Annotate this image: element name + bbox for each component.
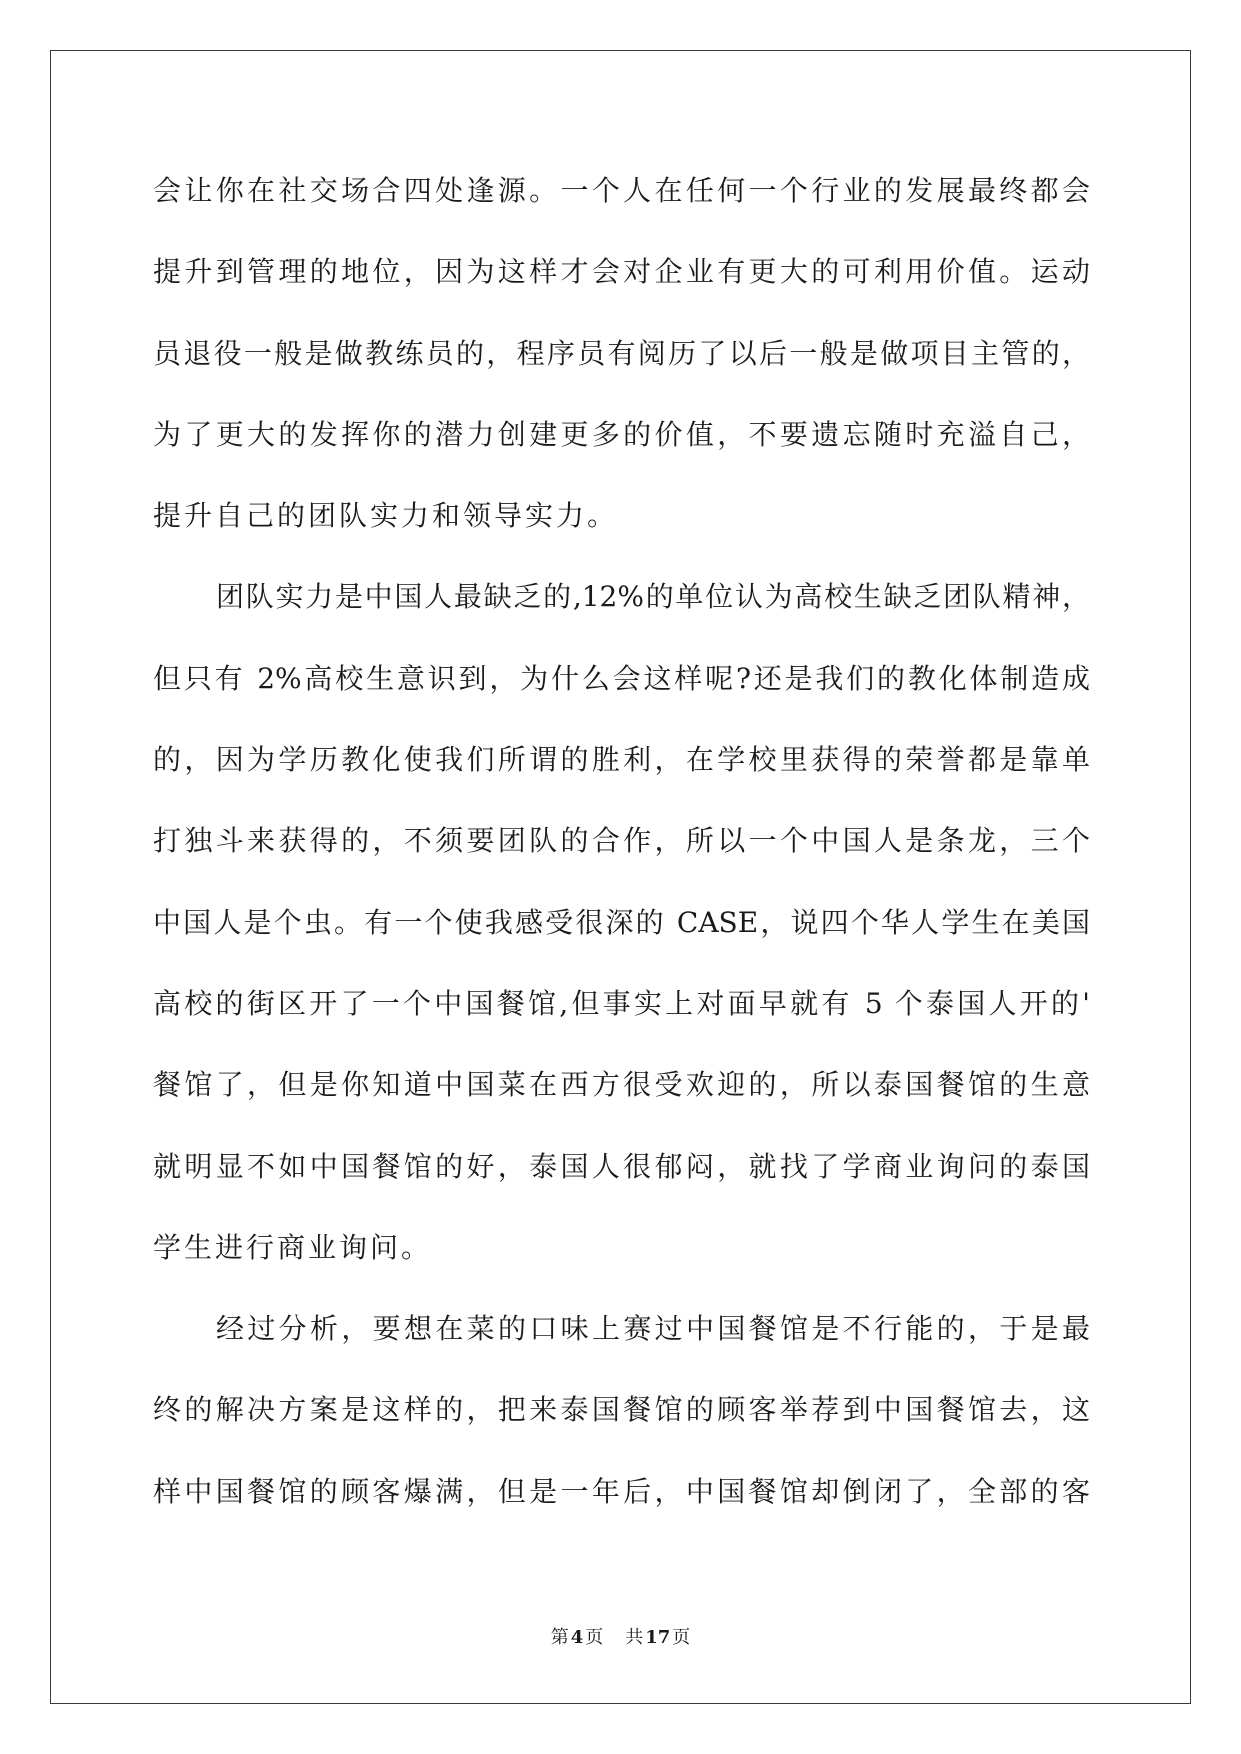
text-line: 为了更大的发挥你的潜力创建更多的价值，不要遗忘随时充溢自己，: [153, 417, 1090, 451]
text-line: 就明显不如中国餐馆的好，泰国人很郁闷，就找了学商业询问的泰国: [153, 1149, 1090, 1183]
text-line: 员退役一般是做教练员的，程序员有阅历了以后一般是做项目主管的，: [153, 336, 1090, 370]
text-line: 学生进行商业询问。: [153, 1230, 433, 1264]
body-text: [153, 150, 1090, 1532]
text-line: 提升到管理的地位，因为这样才会对企业有更大的可利用价值。运动: [153, 255, 1090, 289]
text-line: 会让你在社交场合四处逢源。一个人在任何一个行业的发展最终都会: [153, 174, 1090, 207]
text-line: 的，因为学历教化使我们所谓的胜利，在学校里获得的荣誉都是靠单: [153, 743, 1090, 777]
page-label-suffix: 页: [585, 1627, 604, 1648]
text-line: 中国人是个虫。有一个使我感受很深的 CASE，说四个华人学生在美国: [153, 905, 1090, 939]
text-line: 样中国餐馆的顾客爆满，但是一年后，中国餐馆却倒闭了，全部的客: [153, 1474, 1090, 1508]
page-number-total: 17: [645, 1627, 671, 1648]
text-line: 提升自己的团队实力和领导实力。: [153, 499, 619, 533]
text-line: 高校的街区开了一个中国餐馆,但事实上对面早就有 5 个泰国人开的': [153, 986, 1090, 1020]
text-line: 经过分析，要想在菜的口味上赛过中国餐馆是不行能的，于是最: [216, 1312, 1090, 1346]
total-label-suffix: 页: [672, 1627, 691, 1648]
paragraph: [153, 150, 1090, 556]
page-footer: [0, 1626, 1241, 1650]
text-line: 团队实力是中国人最缺乏的,12%的单位认为高校生缺乏团队精神，: [216, 580, 1090, 614]
text-line: 终的解决方案是这样的，把来泰国餐馆的顾客举荐到中国餐馆去，这: [153, 1393, 1090, 1427]
paragraph: [153, 1288, 1090, 1532]
text-line: 但只有 2%高校生意识到，为什么会这样呢?还是我们的教化体制造成: [153, 661, 1090, 695]
text-line: 打独斗来获得的，不须要团队的合作，所以一个中国人是条龙，三个: [153, 824, 1090, 858]
paragraph: [153, 556, 1090, 1288]
page-number-current: 4: [570, 1627, 584, 1648]
text-line: 餐馆了，但是你知道中国菜在西方很受欢迎的，所以泰国餐馆的生意: [153, 1068, 1090, 1102]
total-label-prefix: 共: [625, 1627, 644, 1648]
page-label-prefix: 第: [550, 1627, 569, 1648]
